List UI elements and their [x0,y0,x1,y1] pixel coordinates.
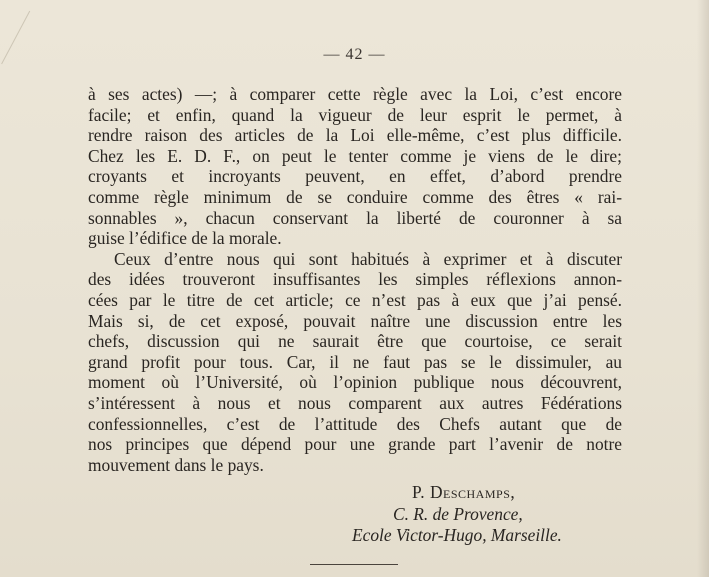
page-edge-shadow [697,0,709,577]
text-line: facile; et enfin, quand la vigueur de leur esprit le permet, à [88,104,622,125]
text-line: moment où l’Université, où l’opinion publique nous découvrent, [88,372,622,393]
text-line: Chez les E. D. F., on peut le tenter comme je viens de le dire; [88,145,622,166]
text-line: cées par le titre de cet article; ce n’est pas à eux que j’ai pensé. [88,289,622,310]
text-line: grand profit pour tous. Car, il ne faut pas se le dissimuler, au [88,351,622,372]
text-line: croyants et incroyants peuvent, en effet, d’abord prendre [88,166,622,187]
paragraph-1 [88,84,622,249]
text-line: guise l’édifice de la morale. [88,228,282,249]
signature-title: C. R. de Provence, [393,504,523,524]
paragraph-2 [88,249,622,476]
text-line: mouvement dans le pays. [88,454,264,475]
signature-school: Ecole Victor-Hugo, Marseille. [352,525,562,545]
text-line: comme règle minimum de se conduire comme des êtres « rai- [88,186,622,207]
text-line: rendre raison des articles de la Loi elle-même, c’est plus difficile. [88,125,622,146]
signature-surname: Deschamps, [429,482,516,502]
text-line: nos principes que dépend pour une grande part l’avenir de notre [88,434,622,455]
text-line: confessionnelles, c’est de l’attitude des Chefs autant que de [88,413,622,434]
text-line: Mais si, de cet exposé, pouvait naître une discussion entre les [88,310,622,331]
body-text [88,84,622,475]
signature-initial: P. [412,482,430,502]
signature-author [412,482,515,503]
closing-rule [310,564,398,565]
text-line: sonnables », chacun conservant la liberté de couronner à sa [88,207,622,228]
text-line: des idées trouveront insuffisantes les simples réflexions annon- [88,269,622,290]
page-number: — 42 — [323,46,386,63]
text-line: chefs, discussion qui ne saurait être que courtoise, ce serait [88,331,622,352]
text-line: à ses actes) —; à comparer cette règle avec la Loi, c’est encore [88,84,622,104]
text-line: s’intéressent à nous et nous comparent aux autres Fédérations [88,392,622,413]
text-line: Ceux d’entre nous qui sont habitués à exprimer et à discuter [114,248,622,269]
